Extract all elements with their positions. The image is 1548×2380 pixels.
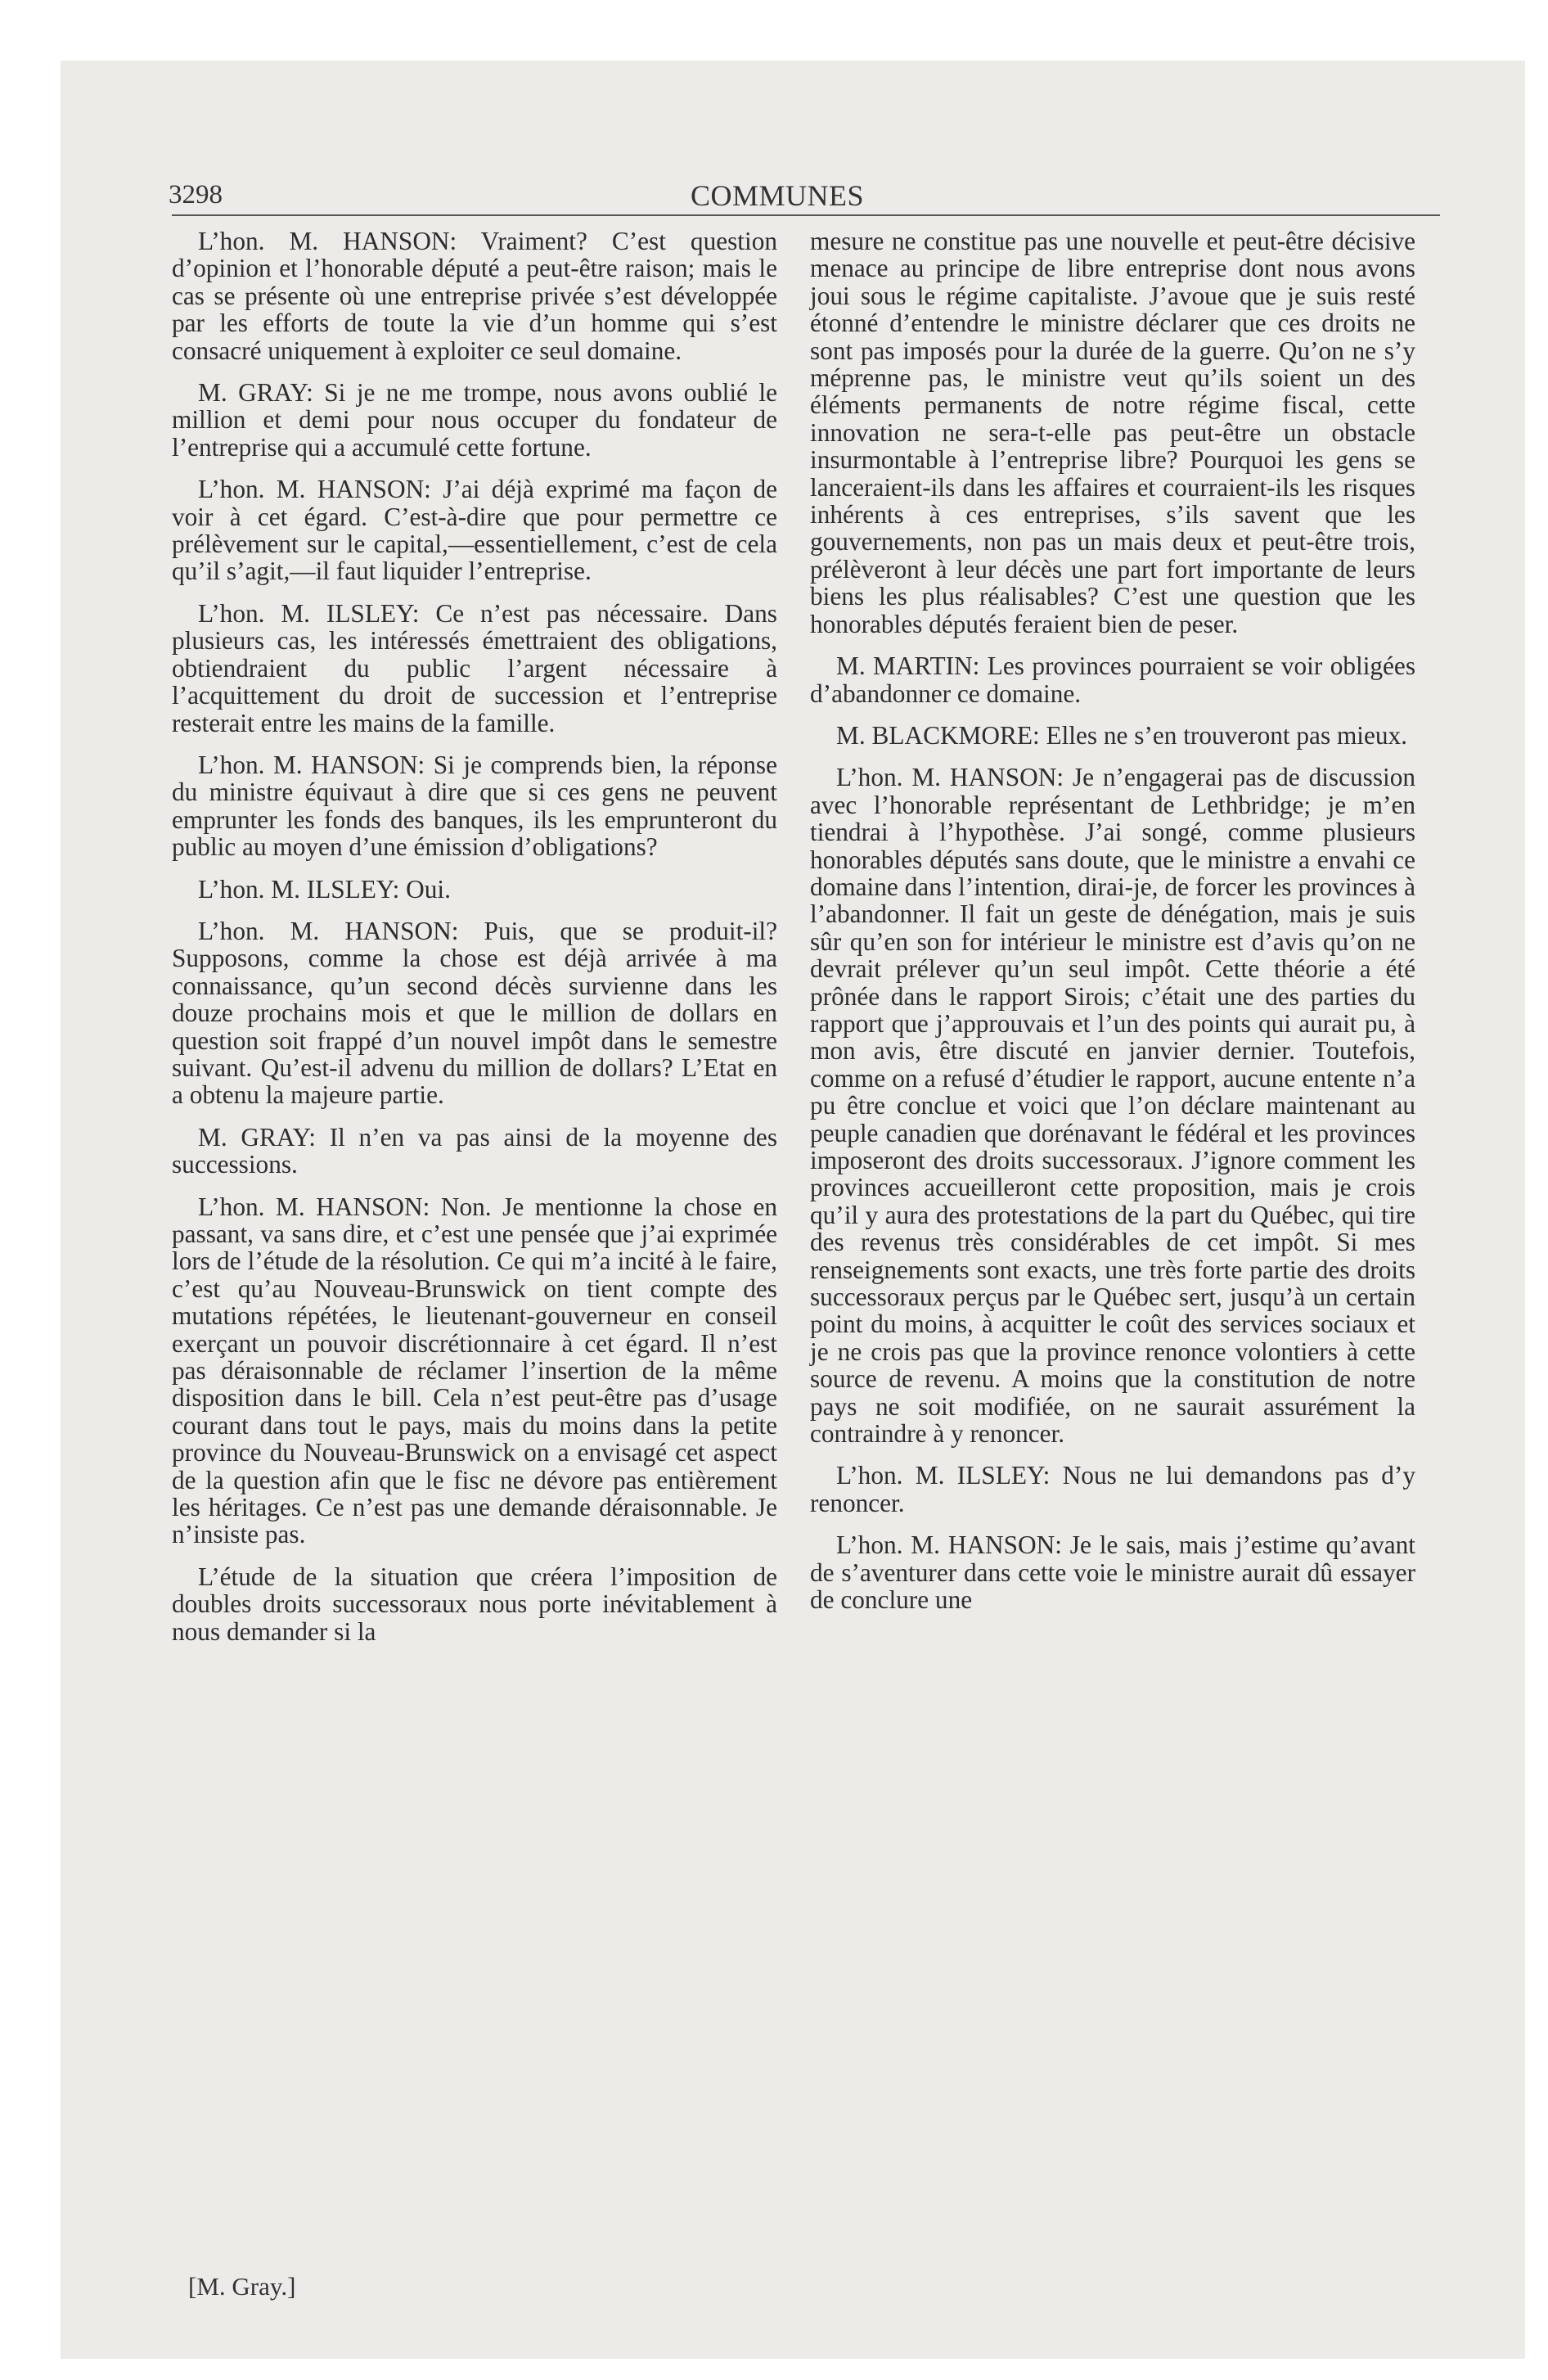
paragraph: M. BLACKMORE: Elles ne s’en trouveront pas mieux. [836,720,1408,750]
paragraph: M. GRAY: Si je ne me trompe, nous avons oublié le million et demi pour nous occuper du fondateur de l’entreprise qui a accumulé cette fortune. [172,378,777,462]
paragraph: L’étude de la situation que créera l’imposition de doubles droits successoraux nous porte inévitablement à nous demander si la [172,1562,777,1646]
page-number: 3298 [169,180,223,210]
left-column [172,228,777,1660]
paragraph-continued: mesure ne constitue pas une nouvelle et peut-être décisive menace au principe de libre entreprise dont nous avons joui sous le régime capitaliste. J’avoue que je suis resté étonné d’entendre le ministre déclarer que ces droits ne sont pas imposés pour la durée de la guerre. Qu’on ne s’y méprenne pas, le ministre veut qu’ils soient un des éléments permanents de notre régime fiscal, cette innovation ne sera-t-elle pas peut-être un obstacle insurmontable à l’entreprise libre? Pourquoi les gens se lanceraient-ils dans les affaires et courraient-ils les risques inhérents à ces entreprises, s’ils savent que les gouvernements, non pas un mais deux et peut-être trois, prélèveront à leur décès une part fort importante de leurs biens les plus réalisables? C’est une question que les honorables députés feraient bien de peser. [810,227,1415,638]
paragraph: L’hon. M. ILSLEY: Oui. [198,874,451,904]
paragraph: M. MARTIN: Les provinces pourraient se voir obligées d’abandonner ce domaine. [810,651,1415,708]
paragraph: L’hon. M. HANSON: Non. Je mentionne la chose en passant, va sans dire, et c’est une pensée que j’ai exprimée lors de l’étude de la résolution. Ce qui m’a incité à le faire, c’est qu’au Nouveau-Brunswick on tient compte des mutations répétées, le lieutenant-gouverneur en conseil exerçant un pouvoir discrétionnaire à cet égard. Il n’est pas déraisonnable de réclamer l’insertion de la même disposition dans le bill. Cela n’est peut-être pas d’usage courant dans tout le pays, mais du moins dans la petite province du Nouveau-Brunswick on a envisagé cet aspect de la question afin que le fisc ne dévore pas entièrement les héritages. Ce n’est pas une demande déraisonnable. Je n’insiste pas. [172,1192,777,1549]
paragraph: L’hon. M. HANSON: Je n’engagerai pas de discussion avec l’honorable représentant de Lethbridge; je m’en tiendrai à l’hypothèse. J’ai songé, comme plusieurs honorables députés sans doute, que le ministre a envahi ce domaine dans l’intention, dirai-je, de forcer les provinces à l’abandonner. Il fait un geste de dénégation, mais je suis sûr qu’en son for intérieur le ministre est d’avis qu’on ne devrait prélever qu’un seul impôt. Cette théorie a été prônée dans le rapport Sirois; c’était une des parties du rapport que j’approuvais et l’un des points qui aurait pu, à mon avis, être discuté en janvier dernier. Toutefois, comme on a refusé d’étudier le rapport, aucune entente n’a pu être conclue et voici que l’on déclare maintenant au peuple canadien que dorénavant le fédéral et les provinces imposeront des droits successoraux. J’ignore comment les provinces accueilleront cette proposition, mais je crois qu’il y aura des protestations de la part du Québec, qui tire des revenus très considérables de cet impôt. Si mes renseignements sont exacts, une très forte partie des droits successoraux perçus par le Québec sert, jusqu’à un certain point du moins, à acquitter le coût des services sociaux et je ne crois pas que la province renonce volontiers à cette source de revenu. A moins que la constitution de notre pays ne soit modifiée, on ne saurait assurément la contraindre à y renoncer. [810,763,1415,1449]
paragraph: L’hon. M. HANSON: Puis, que se produit-il? Supposons, comme la chose est déjà arrivée à ma connaissance, qu’un second décès survienne dans les douze prochains mois et que le million de dollars en question soit frappé d’un nouvel impôt dans le semestre suivant. Qu’est-il advenu du million de dollars? L’Etat en a obtenu la majeure partie. [172,916,777,1110]
paragraph: L’hon. M. HANSON: Je le sais, mais j’estime qu’avant de s’aventurer dans cette voie le ministre aurait dû essayer de conclure une [810,1530,1415,1615]
speaker-tag: [M. Gray.] [188,2272,296,2301]
paragraph: L’hon. M. ILSLEY: Ce n’est pas nécessaire. Dans plusieurs cas, les intéressés émettraient des obligations, obtiendraient du public l’argent nécessaire à l’acquittement du droit de succession et l’entreprise resterait entre les mains de la famille. [172,598,777,737]
paragraph: L’hon. M. HANSON: Vraiment? C’est question d’opinion et l’honorable député a peut-être raison; mais le cas se présente où une entreprise privée s’est développée par les efforts de toute la vie d’un homme qui s’est consacré uniquement à exploiter ce seul domaine. [172,227,777,365]
paragraph: L’hon. M. HANSON: J’ai déjà exprimé ma façon de voir à cet égard. C’est-à-dire que pour permettre ce prélèvement sur le capital,—essentiellement, c’est de cela qu’il s’agit,—il faut liquider l’entreprise. [172,475,777,586]
right-column [810,228,1415,1629]
header-rule [172,214,1440,216]
page-header [115,172,1440,211]
paragraph: M. GRAY: Il n’en va pas ainsi de la moyenne des successions. [172,1122,777,1179]
paragraph: L’hon. M. ILSLEY: Nous ne lui demandons pas d’y renoncer. [810,1461,1415,1517]
paragraph: L’hon. M. HANSON: Si je comprends bien, la réponse du ministre équivaut à dire que si ces gens ne peuvent emprunter les fonds des banques, ils les emprunteront du public au moyen d’une émission d’obligations? [172,750,777,862]
running-title: COMMUNES [690,179,865,212]
